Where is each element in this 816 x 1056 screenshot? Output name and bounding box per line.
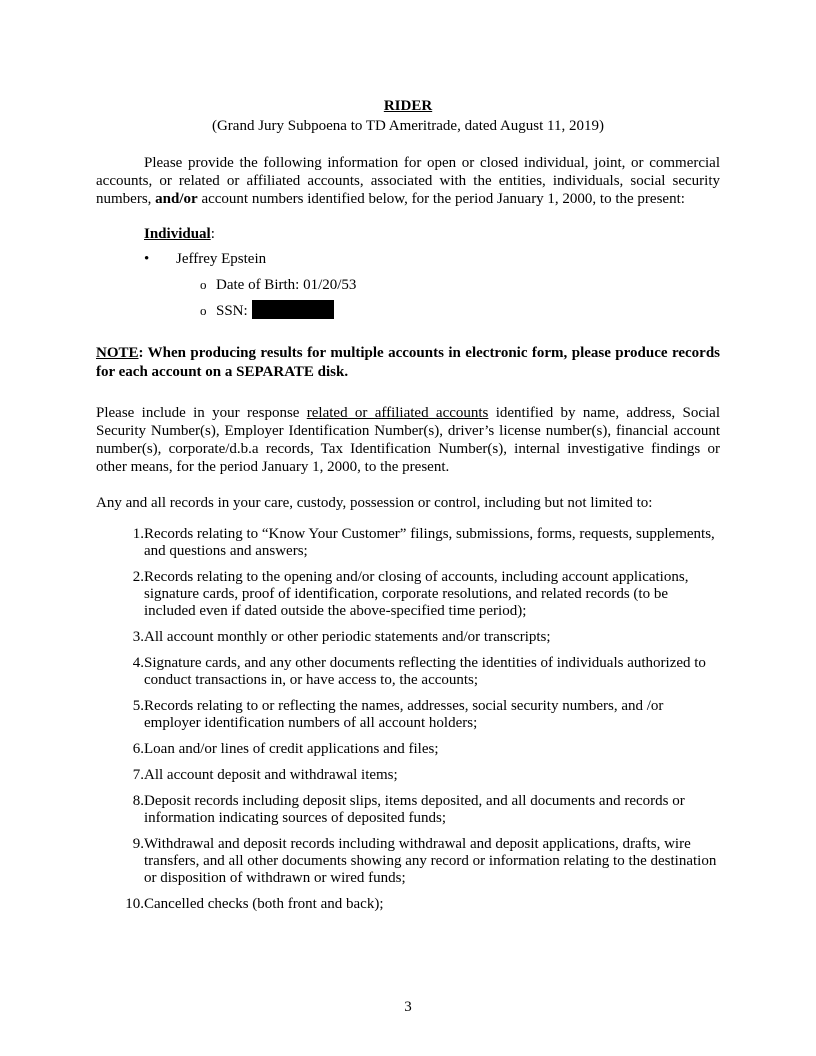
list-text: Cancelled checks (both front and back);	[144, 896, 384, 912]
list-text: Records relating to or reflecting the names, addresses, social security numbers, and /or employer identification numbers of all account holders;	[144, 698, 664, 731]
list-item	[96, 698, 720, 732]
intro-bold: and/or	[155, 191, 198, 207]
list-item	[96, 526, 720, 560]
dob-row	[96, 272, 720, 298]
list-item	[96, 767, 720, 784]
individual-heading-label: Individual	[144, 226, 211, 242]
list-number: 7.	[132, 767, 144, 783]
bullet-icon: •	[144, 251, 150, 267]
ssn-row	[96, 298, 720, 324]
list-number: 1.	[132, 526, 144, 542]
list-text: All account monthly or other periodic statements and/or transcripts;	[144, 629, 551, 645]
note-paragraph	[96, 344, 720, 382]
ssn-label: SSN:	[216, 303, 248, 319]
rider-subtitle: (Grand Jury Subpoena to TD Ameritrade, dated August 11, 2019)	[211, 118, 604, 134]
rider-title: RIDER	[383, 98, 433, 114]
related-text-1: Please include in your response	[96, 405, 307, 421]
individual-heading-colon: :	[210, 226, 215, 242]
related-text-2: identified by name, address, Social Security Number(s), Employer Identification Number(s), driver’s license number(s), financial account number(s), corporate/d.b.a records, Tax Identification Number(s), internal investigative findings or other means, for the period January 1, 2000, to the present.	[96, 405, 720, 475]
sub-bullet-icon: o	[200, 303, 207, 318]
list-text: Loan and/or lines of credit applications and files;	[144, 741, 439, 757]
related-underlined: related or affiliated accounts	[306, 405, 489, 421]
list-item	[96, 836, 720, 887]
list-text: Withdrawal and deposit records including withdrawal and deposit applications, drafts, wire transfers, and all other documents showing any record or information relating to the destination or disposition of withdrawn or wired funds;	[144, 836, 717, 886]
list-text: Deposit records including deposit slips, items deposited, and all documents and records or information indicating sources of deposited funds;	[144, 793, 685, 826]
list-number: 2.	[132, 569, 144, 585]
list-item	[96, 629, 720, 646]
list-number: 3.	[132, 629, 144, 645]
intro-text-1: Please provide the following information for open or closed individual, joint, or commercial accounts, or related or affiliated accounts, associated with the entities, individuals, social security numbers,	[96, 155, 720, 207]
list-text: Signature cards, and any other documents reflecting the identities of individuals authorized to conduct transactions in, or have access to, the accounts;	[144, 655, 706, 688]
list-text: Records relating to “Know Your Customer” filings, submissions, forms, requests, supplements, and questions and answers;	[144, 526, 715, 559]
records-intro: Any and all records in your care, custody, possession or control, including but not limited to:	[96, 495, 653, 511]
list-item	[96, 896, 720, 913]
individual-heading	[144, 224, 720, 244]
list-text: All account deposit and withdrawal items;	[144, 767, 398, 783]
records-list	[96, 526, 720, 913]
date-of-birth: Date of Birth: 01/20/53	[216, 277, 357, 293]
intro-text-2: account numbers identified below, for the period January 1, 2000, to the present:	[197, 191, 685, 207]
individual-name: Jeffrey Epstein	[176, 251, 267, 267]
note-text: : When producing results for multiple accounts in electronic form, please produce records for each account on a SEPARATE disk.	[96, 345, 720, 380]
list-number: 6.	[132, 741, 144, 757]
list-number: 10.	[125, 896, 144, 912]
list-number: 4.	[132, 655, 144, 671]
list-text: Records relating to the opening and/or closing of accounts, including account applications, signature cards, proof of identification, corporate resolutions, and related records (to be included even if dated outside the above-specified time period);	[144, 569, 689, 619]
document-page	[96, 96, 720, 922]
related-paragraph	[96, 404, 720, 476]
list-number: 5.	[132, 698, 144, 714]
list-item	[96, 793, 720, 827]
list-item	[96, 655, 720, 689]
intro-paragraph	[96, 154, 720, 208]
list-number: 8.	[132, 793, 144, 809]
list-item	[96, 569, 720, 620]
individual-name-row	[96, 246, 720, 272]
list-number: 9.	[132, 836, 144, 852]
page-number: 3	[404, 999, 412, 1015]
note-label: NOTE	[96, 345, 139, 361]
list-item	[96, 741, 720, 758]
ssn-field	[216, 298, 334, 324]
sub-bullet-icon: o	[200, 277, 207, 292]
redaction-box	[252, 300, 334, 319]
